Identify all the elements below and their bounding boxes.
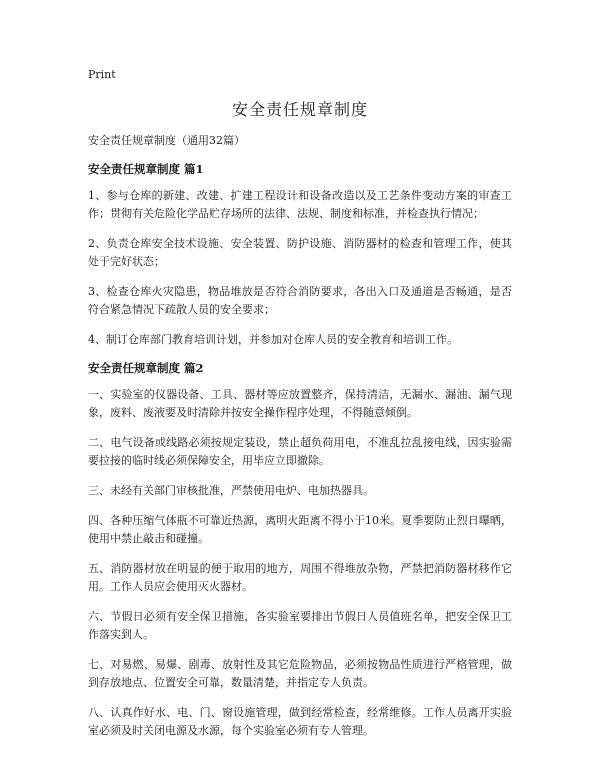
paragraph: 八、认真作好水、电、门、窗设施管理，做到经常检查，经常维修。工作人员离开实验室必须及时关闭电源及水源，每个实验室必须有专人管理。 (88, 706, 512, 737)
document-subtitle: 安全责任规章制度（通用32篇） (88, 134, 245, 147)
paragraph: 2、负责仓库安全技术设施、安全装置、防护设施、消防器材的检查和管理工作，使其处于完好状态； (88, 237, 512, 268)
section-2 (88, 361, 512, 740)
paragraph: 3、检查仓库火灾隐患，物品堆放是否符合消防要求，各出入口及通道是否畅通，是否符合紧急情况下疏散人员的安全要求； (88, 285, 512, 316)
paragraph: 六、节假日必须有安全保卫措施，各实验室要排出节假日人员值班名单，把安全保卫工作落实到人。 (88, 610, 512, 641)
print-label: Print (88, 68, 116, 81)
paragraph: 4、制订仓库部门教育培训计划，并参加对仓库人员的安全教育和培训工作。 (88, 333, 458, 346)
paragraph: 1、参与仓库的新建、改建、扩建工程设计和设备改造以及工艺条件变动方案的审查工作；贯彻有关危险化学品贮存场所的法律、法规、制度和标准，并检查执行情况； (88, 189, 512, 220)
paragraph: 三、未经有关部门审核批准，严禁使用电炉、电加热器具。 (88, 484, 374, 497)
section-heading: 安全责任规章制度 篇2 (88, 361, 204, 375)
section-1 (88, 162, 512, 349)
paragraph: 五、消防器材放在明显的便于取用的地方，周围不得堆放杂物，严禁把消防器材移作它用。工作人员应会使用灭火器材。 (88, 562, 512, 593)
paragraph: 七、对易燃、易爆、剧毒、放射性及其它危险物品，必须按物品性质进行严格管理，做到存放地点、位置安全可靠，数量清楚，并指定专人负责。 (88, 658, 512, 689)
paragraph: 二、电气设备或线路必须按规定装设，禁止超负荷用电，不准乱拉乱接电线，因实验需要拉接的临时线必须保障安全，用毕应立即撤除。 (88, 436, 512, 467)
paragraph: 四、各种压缩气体瓶不可靠近热源，离明火距离不得小于10米。夏季要防止烈日曝晒，使用中禁止敲击和碰撞。 (88, 514, 512, 545)
document-title: 安全责任规章制度 (231, 100, 368, 119)
paragraph: 一、实验室的仪器设备、工具、器材等应放置整齐，保持清洁，无漏水、漏油、漏气现象，废料、废液要及时清除并按安全操作程序处理，不得随意倾倒。 (88, 388, 512, 419)
section-heading: 安全责任规章制度 篇1 (88, 162, 204, 176)
